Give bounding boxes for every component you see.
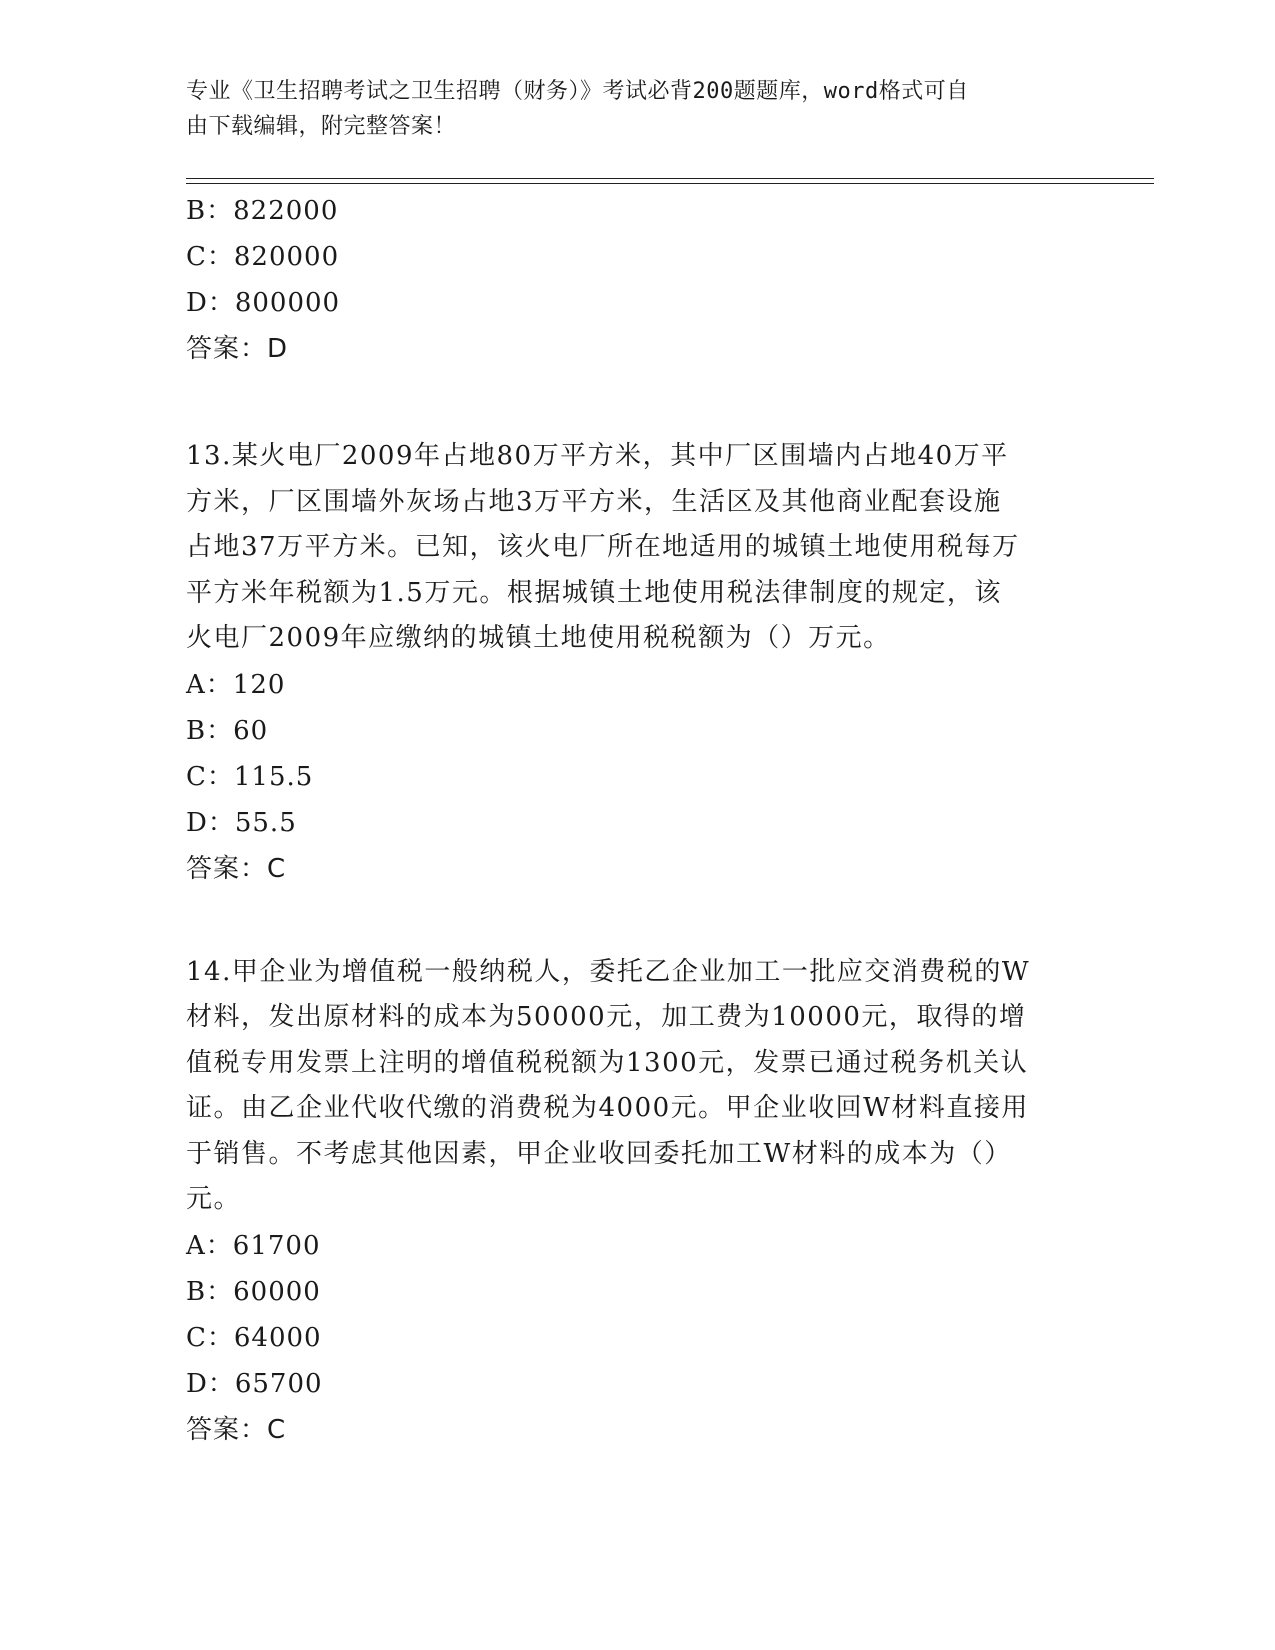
document-header (186, 74, 1066, 144)
question-14-line: 于销售。不考虑其他因素，甲企业收回委托加工W材料的成本为（） (186, 1138, 1012, 1169)
question-13-line: 方米，厂区围墙外灰场占地3万平方米，生活区及其他商业配套设施 (186, 486, 1002, 517)
question-13-line: 13.某火电厂2009年占地80万平方米，其中厂区围墙内占地40万平 (186, 441, 1009, 471)
question-14-line: 材料，发出原材料的成本为50000元，加工费为10000元，取得的增 (186, 1002, 1027, 1032)
option-c: C：820000 (186, 242, 340, 272)
question-14-line: 14.甲企业为增值税一般纳税人，委托乙企业加工一批应交消费税的W (186, 956, 1031, 987)
question-14-block (186, 950, 1086, 1453)
header-divider-bottom (186, 183, 1154, 184)
header-divider-top (186, 178, 1154, 179)
header-line-2: 由下载编辑，附完整答案！ (186, 114, 457, 139)
option-b: B：822000 (186, 196, 339, 226)
option-d: D：800000 (186, 288, 341, 318)
question-13-block (186, 434, 1086, 892)
question-13-line: 火电厂2009年应缴纳的城镇土地使用税税额为（）万元。 (186, 623, 891, 653)
question-13-line: 占地37万平方米。已知，该火电厂所在地适用的城镇土地使用税每万 (186, 532, 1020, 562)
option-a: A：61700 (186, 1230, 321, 1261)
answer-line: 答案：C (186, 853, 287, 884)
option-c: C：115.5 (186, 761, 314, 792)
question-14-text (186, 950, 1076, 1223)
question-14-line: 值税专用发票上注明的增值税税额为1300元，发票已通过税务机关认 (186, 1047, 1029, 1078)
answer-line: 答案：C (186, 1414, 287, 1445)
answer-line: 答案：D (186, 334, 289, 364)
question-14-line: 证。由乙企业代收代缴的消费税为4000元。甲企业收回W材料直接用 (186, 1093, 1029, 1123)
option-b: B：60 (186, 715, 269, 746)
option-c: C：64000 (186, 1322, 322, 1353)
prev-question-block (186, 188, 1086, 372)
document-body (186, 188, 1086, 1453)
option-a: A：120 (186, 669, 286, 700)
option-d: D：65700 (186, 1368, 323, 1399)
header-line-1: 专业《卫生招聘考试之卫生招聘（财务）》考试必背200题题库，word格式可自 (186, 79, 969, 104)
option-d: D：55.5 (186, 807, 297, 838)
question-13-text (186, 434, 1076, 662)
question-13-line: 平方米年税额为1.5万元。根据城镇土地使用税法律制度的规定，该 (186, 577, 1002, 608)
option-b: B：60000 (186, 1276, 321, 1307)
question-14-line: 元。 (186, 1184, 242, 1214)
